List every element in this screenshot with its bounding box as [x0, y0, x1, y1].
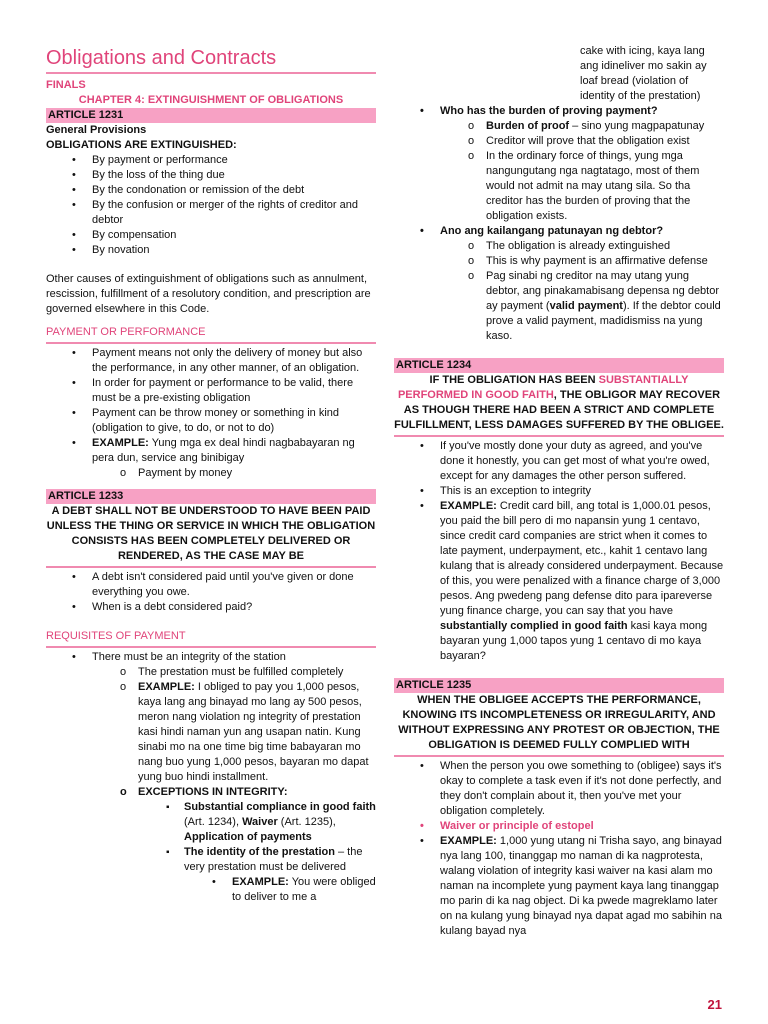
list-item: o Creditor will prove that the obligation exist — [394, 134, 724, 149]
burden-label: Burden of proof — [486, 120, 570, 132]
defense-text: ). If the debtor could prove a valid payment, madidismiss na yung kaso. — [486, 300, 721, 342]
left-column — [46, 0, 376, 905]
list-item: • Waiver or principle of estopel — [394, 819, 724, 834]
exception-text: Substantial compliance in good faith — [184, 801, 376, 813]
list-item: • When the person you owe something to (obligee) says it's okay to complete a task even if it's not done perfectly, and they don't complain about it, then you've met your obligation completely. — [394, 759, 724, 819]
example-text: 1,000 yung utang ni Trisha sayo, ang binayad nya lang 100, tinanggap mo naman di ka nagprotesta, walang violation of integrity kasi waiver na kasi alam mo naman na incomplete yung payment kaya lang tinanggap mo parin di ka nag object. Di ka pwede magreklamo later on na kulang yung binayad nya dapat agad mo sabihin na kulang bayad nya — [440, 835, 722, 937]
article-1234-text — [394, 373, 724, 437]
list-item — [46, 800, 376, 845]
continued-example: cake with icing, kaya lang ang idineliver mo sakin ay loaf bread (violation of identity of the prestation) — [580, 45, 707, 102]
list-item: o Payment by money — [46, 466, 376, 481]
article-1233-list — [46, 570, 376, 615]
list-item: • This is an exception to integrity — [394, 484, 724, 499]
payment-heading: PAYMENT OR PERFORMANCE — [46, 325, 376, 344]
example-label: EXAMPLE: — [138, 681, 195, 693]
list-item: o The obligation is already extinguished — [394, 239, 724, 254]
list-item: • When is a debt considered paid? — [46, 600, 376, 615]
list-item: • Who has the burden of proving payment? — [394, 104, 724, 119]
list-item: • If you've mostly done your duty as agreed, and you've done it honestly, you can get most of what you're owed, except for any damages the other person suffered. — [394, 439, 724, 484]
page-title: Obligations and Contracts — [46, 47, 277, 69]
exception-text: Application of payments — [184, 831, 312, 843]
article-1233-label: ARTICLE 1233 — [46, 489, 376, 504]
example-text: kasi kaya mong bayaran yung 1,000 tapos yung 1 centavo di mo kaya bayaran? — [440, 620, 708, 662]
list-item — [394, 834, 724, 939]
list-item: • Ano ang kailangang patunayan ng debtor? — [394, 224, 724, 239]
list-item: o EXCEPTIONS IN INTEGRITY: — [46, 785, 376, 800]
general-provisions: General Provisions — [46, 124, 147, 136]
list-item: • By novation — [46, 243, 376, 258]
article-text: IF THE OBLIGATION HAS BEEN — [429, 374, 599, 386]
article-1234-list — [394, 439, 724, 664]
example-text: Credit card bill, ang total is 1,000.01 pesos, you paid the bill pero di mo napansin yung 1 centavo, since credit card companies are strict when it comes to late payment, underpayment, etc., kahit 1 centavo lang kulang that is already considered underpayment. Because of this, you were penalized with a finance charge of 3,000 pesos. Ang pwedeng pang defense dito para ipareverse yung finance charge, you can say that you have — [440, 500, 724, 617]
list-item: • There must be an integrity of the station — [46, 650, 376, 665]
exception-text: The identity of the prestation — [184, 846, 335, 858]
burden-list — [394, 104, 724, 344]
list-item: • By the condonation or remission of the debt — [46, 183, 376, 198]
article-1233-text: A DEBT SHALL NOT BE UNDERSTOOD TO HAVE BEEN PAID UNLESS THE THING OR SERVICE IN WHICH THE OBLIGATION CONSISTS HAS BEEN COMPLETELY DELIVERED OR RENDERED, AS THE CASE MAY BE — [46, 504, 376, 568]
article-highlight: SUBSTANTIALLY PERFORMED IN GOOD FAITH — [397, 374, 689, 401]
list-item: • By compensation — [46, 228, 376, 243]
list-item — [46, 875, 376, 905]
defense-text: Pag sinabi ng creditor na may utang yung debtor, ang pinakamabisang depensa ng debtor ay payment ( — [486, 270, 720, 312]
list-item: • By the loss of the thing due — [46, 168, 376, 183]
right-column — [394, 44, 724, 939]
burden-text: – sino yung magpapatunay — [569, 120, 705, 132]
page-number: 21 — [707, 997, 722, 1012]
list-item: • By payment or performance — [46, 153, 376, 168]
article-1235-label: ARTICLE 1235 — [394, 678, 724, 693]
requisites-heading: REQUISITES OF PAYMENT — [46, 629, 376, 648]
list-item: o In the ordinary force of things, yung mga nangungutang nga nagtatago, most of them would not admit na may utang sila. So tha creditor has the burden of proving that the obligation exists. — [394, 149, 724, 224]
list-item — [46, 845, 376, 875]
example-text: You were obliged to deliver to me a — [232, 876, 376, 903]
list-item — [394, 269, 724, 344]
example-label: EXAMPLE: — [440, 835, 497, 847]
list-item — [46, 680, 376, 785]
exception-text: – the very prestation must be delivered — [184, 846, 363, 873]
example-label: EXAMPLE: — [92, 437, 149, 449]
finals-label: FINALS — [46, 79, 86, 91]
other-causes-paragraph: Other causes of extinguishment of obligations such as annulment, rescission, fulfillment of a resolutory condition, and prescription are governed elsewhere in this Code. — [46, 273, 371, 315]
title-rule — [46, 72, 376, 74]
article-1231-label: ARTICLE 1231 — [46, 108, 376, 123]
list-item — [46, 436, 376, 466]
list-item — [394, 119, 724, 134]
article-1235-list — [394, 759, 724, 939]
example-label: EXAMPLE: — [440, 500, 497, 512]
example-text: substantially complied in good faith — [440, 620, 628, 632]
exception-text: (Art. 1235), — [277, 816, 336, 828]
example-label: EXAMPLE: — [232, 876, 289, 888]
list-item — [394, 499, 724, 664]
example-text: Yung mga ex deal hindi nagbabayaran ng pera dun, service ang binibigay — [92, 437, 355, 464]
requisites-list — [46, 650, 376, 905]
list-item: o This is why payment is an affirmative defense — [394, 254, 724, 269]
article-1235-text: WHEN THE OBLIGEE ACCEPTS THE PERFORMANCE, KNOWING ITS INCOMPLETENESS OR IRREGULARITY, AND WITHOUT EXPRESSING ANY PROTEST OR OBJECTION, THE OBLIGATION IS DEEMED FULLY COMPLIED WITH — [394, 693, 724, 757]
list-item: • Payment can be throw money or something in kind (obligation to give, to do, or not to do) — [46, 406, 376, 436]
payment-list — [46, 346, 376, 481]
list-item: • Payment means not only the delivery of money but also the performance, in any other manner, of an obligation. — [46, 346, 376, 376]
extinguish-list — [46, 153, 376, 258]
example-text: I obliged to pay you 1,000 pesos, kaya lang ang binayad mo lang ay 500 pesos, meron nang violation ng integrity of prestation kasi hindi naman yun ang usapan natin. Kung sinabi mo na one time big time babayaran mo nang buo yung 1,000 pesos, bayaran mo dapat yung buo hindi installment. — [138, 681, 369, 783]
list-item: • A debt isn't considered paid until you've given or done everything you owe. — [46, 570, 376, 600]
exception-text: (Art. 1234), — [184, 816, 243, 828]
extinguished-heading: OBLIGATIONS ARE EXTINGUISHED: — [46, 139, 237, 151]
article-text: , THE OBLIGOR MAY RECOVER AS THOUGH THERE HAD BEEN A STRICT AND COMPLETE FULFILLMENT, LESS DAMAGES SUFFERED BY THE OBLIGEE. — [394, 389, 724, 431]
list-item: • By the confusion or merger of the rights of creditor and debtor — [46, 198, 376, 228]
exception-text: Waiver — [242, 816, 278, 828]
chapter-heading: CHAPTER 4: EXTINGUISHMENT OF OBLIGATIONS — [78, 94, 344, 106]
article-1234-label: ARTICLE 1234 — [394, 358, 724, 373]
defense-text: valid payment — [549, 300, 623, 312]
list-item: • In order for payment or performance to be valid, there must be a pre-existing obligation — [46, 376, 376, 406]
list-item: o The prestation must be fulfilled completely — [46, 665, 376, 680]
